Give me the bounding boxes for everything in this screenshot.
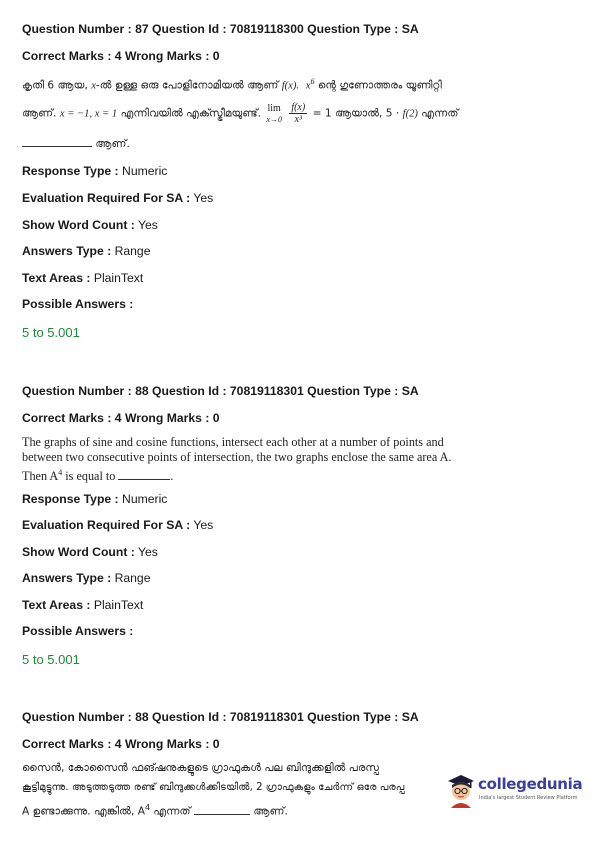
response-type: Response Type : Numeric: [22, 492, 168, 506]
question-header: Question Number : 88 Question Id : 70819118301 Question Type : SA: [22, 710, 419, 724]
possible-answers-label: Possible Answers :: [22, 624, 134, 638]
question-text-line-2: between two consecutive points of intersection, the two graphs enclose the same area A.: [22, 450, 452, 464]
answers-type: Answers Type : Range: [22, 244, 151, 258]
question-text-line-2: കൂട്ടിമുട്ടുന്നു. അടുത്തടുത്ത രണ്ട് ബിന്ദുക്കൾക്കിടയിൽ, 2 ഗ്രാഫുകളും ചേർന്ന് ഒരേ പരപ്പ: [22, 782, 405, 793]
text-areas: Text Areas : PlainText: [22, 271, 144, 285]
question-text-line-3: ആണ്.: [22, 137, 130, 152]
evaluation-required: Evaluation Required For SA : Yes: [22, 191, 214, 205]
answers-type: Answers Type : Range: [22, 571, 151, 585]
question-text-line-1: കൃതി 6 ആയ, x-ൽ ഉള്ള ഒരു പോളിനോമിയൽ ആണ് f(x). $x^6$ ന്റെ ഗുണോത്തരം യൂണിറ്റി: [22, 77, 442, 92]
graduate-mascot-icon: [446, 772, 476, 808]
text-areas: Text Areas : PlainText: [22, 598, 144, 612]
question-header: Question Number : 87 Question Id : 70819118300 Question Type : SA: [22, 22, 419, 36]
question-header: Question Number : 88 Question Id : 70819118301 Question Type : SA: [22, 384, 419, 398]
marks-line: Correct Marks : 4 Wrong Marks : 0: [22, 411, 220, 425]
show-word-count: Show Word Count : Yes: [22, 545, 158, 559]
question-text-line-1: സൈൻ, കോസൈൻ ഫങ്ഷനുകളുടെ ഗ്രാഫുകൾ പല ബിന്ദുക്കളിൽ പരസ്പ: [22, 762, 380, 774]
question-text-line-3: Then $A^4$ is equal to .: [22, 468, 174, 484]
evaluation-required: Evaluation Required For SA : Yes: [22, 518, 214, 532]
collegedunia-logo: [446, 772, 583, 810]
logo-wordmark: collegedunia: [478, 775, 583, 793]
response-type: Response Type : Numeric: [22, 164, 168, 178]
possible-answers-label: Possible Answers :: [22, 297, 134, 311]
show-word-count: Show Word Count : Yes: [22, 218, 158, 232]
limit-expression: lim x→0: [266, 102, 282, 124]
possible-answers-value: 5 to 5.001: [22, 652, 80, 667]
fraction: $\frac{f(x)}{\text{x³}}$: [291, 102, 306, 125]
logo-tagline: India's largest Student Review Platform: [479, 795, 578, 801]
marks-line: Correct Marks : 4 Wrong Marks : 0: [22, 49, 220, 63]
possible-answers-value: 5 to 5.001: [22, 325, 80, 340]
question-text-line-2: ആണ്. x = −1, x = 1 എന്നിവയിൽ എക്സ്ട്രീമയുണ്ട്. lim x→0 $\frac{f(x)}{\text{x³}}$ = 1 ആയാൽ, 5 · f(2) എന്നത്: [22, 102, 459, 125]
answer-blank: [194, 805, 250, 815]
answer-blank: [118, 470, 170, 480]
question-text-line-1: The graphs of sine and cosine functions, intersect each other at a number of points and: [22, 435, 444, 449]
answer-blank: [22, 137, 92, 147]
marks-line: Correct Marks : 4 Wrong Marks : 0: [22, 737, 220, 751]
question-text-line-3: A ഉണ്ടാക്കുന്നു. എങ്കിൽ, $A^4$ എന്നത് ആണ്.: [22, 803, 288, 818]
